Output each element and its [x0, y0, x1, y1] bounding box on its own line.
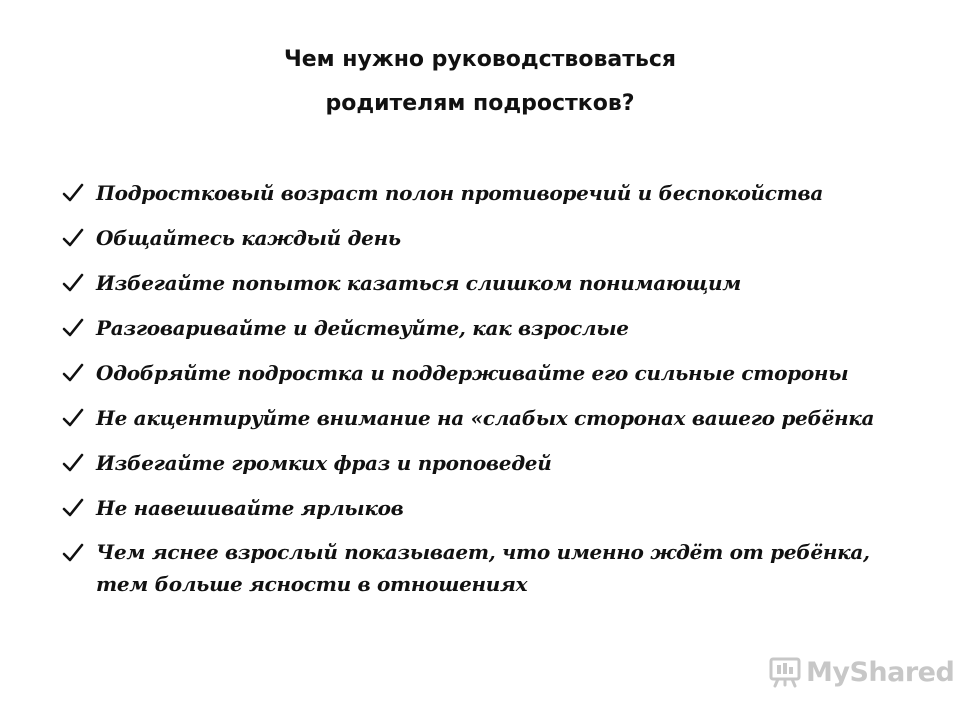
watermark	[768, 652, 954, 692]
list-item	[62, 536, 922, 600]
checkmark-icon	[62, 318, 84, 338]
list-item	[62, 311, 922, 346]
list-item	[62, 176, 922, 211]
list-item	[62, 356, 922, 391]
checkmark-icon	[62, 543, 84, 563]
list-item	[62, 446, 922, 481]
checkmark-icon	[62, 228, 84, 248]
list-item-text: Подростковый возраст полон противоречий и беспокойства	[96, 181, 824, 205]
list-item-text-line-2: тем больше ясности в отношениях	[96, 572, 528, 596]
list-item-text: Одобряйте подростка и поддерживайте его сильные стороны	[96, 361, 849, 385]
checkmark-icon	[62, 498, 84, 518]
checkmark-icon	[62, 453, 84, 473]
slide-title-line-1: Чем нужно руководствоваться	[283, 47, 677, 72]
list-item-text: Не навешивайте ярлыков	[96, 496, 404, 520]
slide-title	[0, 38, 960, 126]
checkmark-icon	[62, 273, 84, 293]
list-item-text: Не акцентируйте внимание на «слабых сторонах вашего ребёнка	[96, 406, 875, 430]
list-item	[62, 401, 922, 436]
watermark-text: MyShared	[806, 656, 955, 688]
list-item	[62, 266, 922, 301]
list-item-text: Избегайте попыток казаться слишком понимающим	[96, 271, 741, 295]
checkmark-icon	[62, 183, 84, 203]
advice-list	[62, 176, 922, 611]
list-item	[62, 221, 922, 256]
checkmark-icon	[62, 408, 84, 428]
list-item	[62, 491, 922, 526]
checkmark-icon	[62, 363, 84, 383]
list-item-text-line-1: Чем яснее взрослый показывает, что именно ждёт от ребёнка,	[96, 540, 870, 564]
presentation-board-icon	[768, 655, 802, 689]
list-item-text: Разговаривайте и действуйте, как взрослые	[96, 316, 629, 340]
slide-title-line-2: родителям подростков?	[325, 91, 635, 116]
list-item-text: Избегайте громких фраз и проповедей	[96, 451, 552, 475]
list-item-text: Общайтесь каждый день	[96, 226, 401, 250]
